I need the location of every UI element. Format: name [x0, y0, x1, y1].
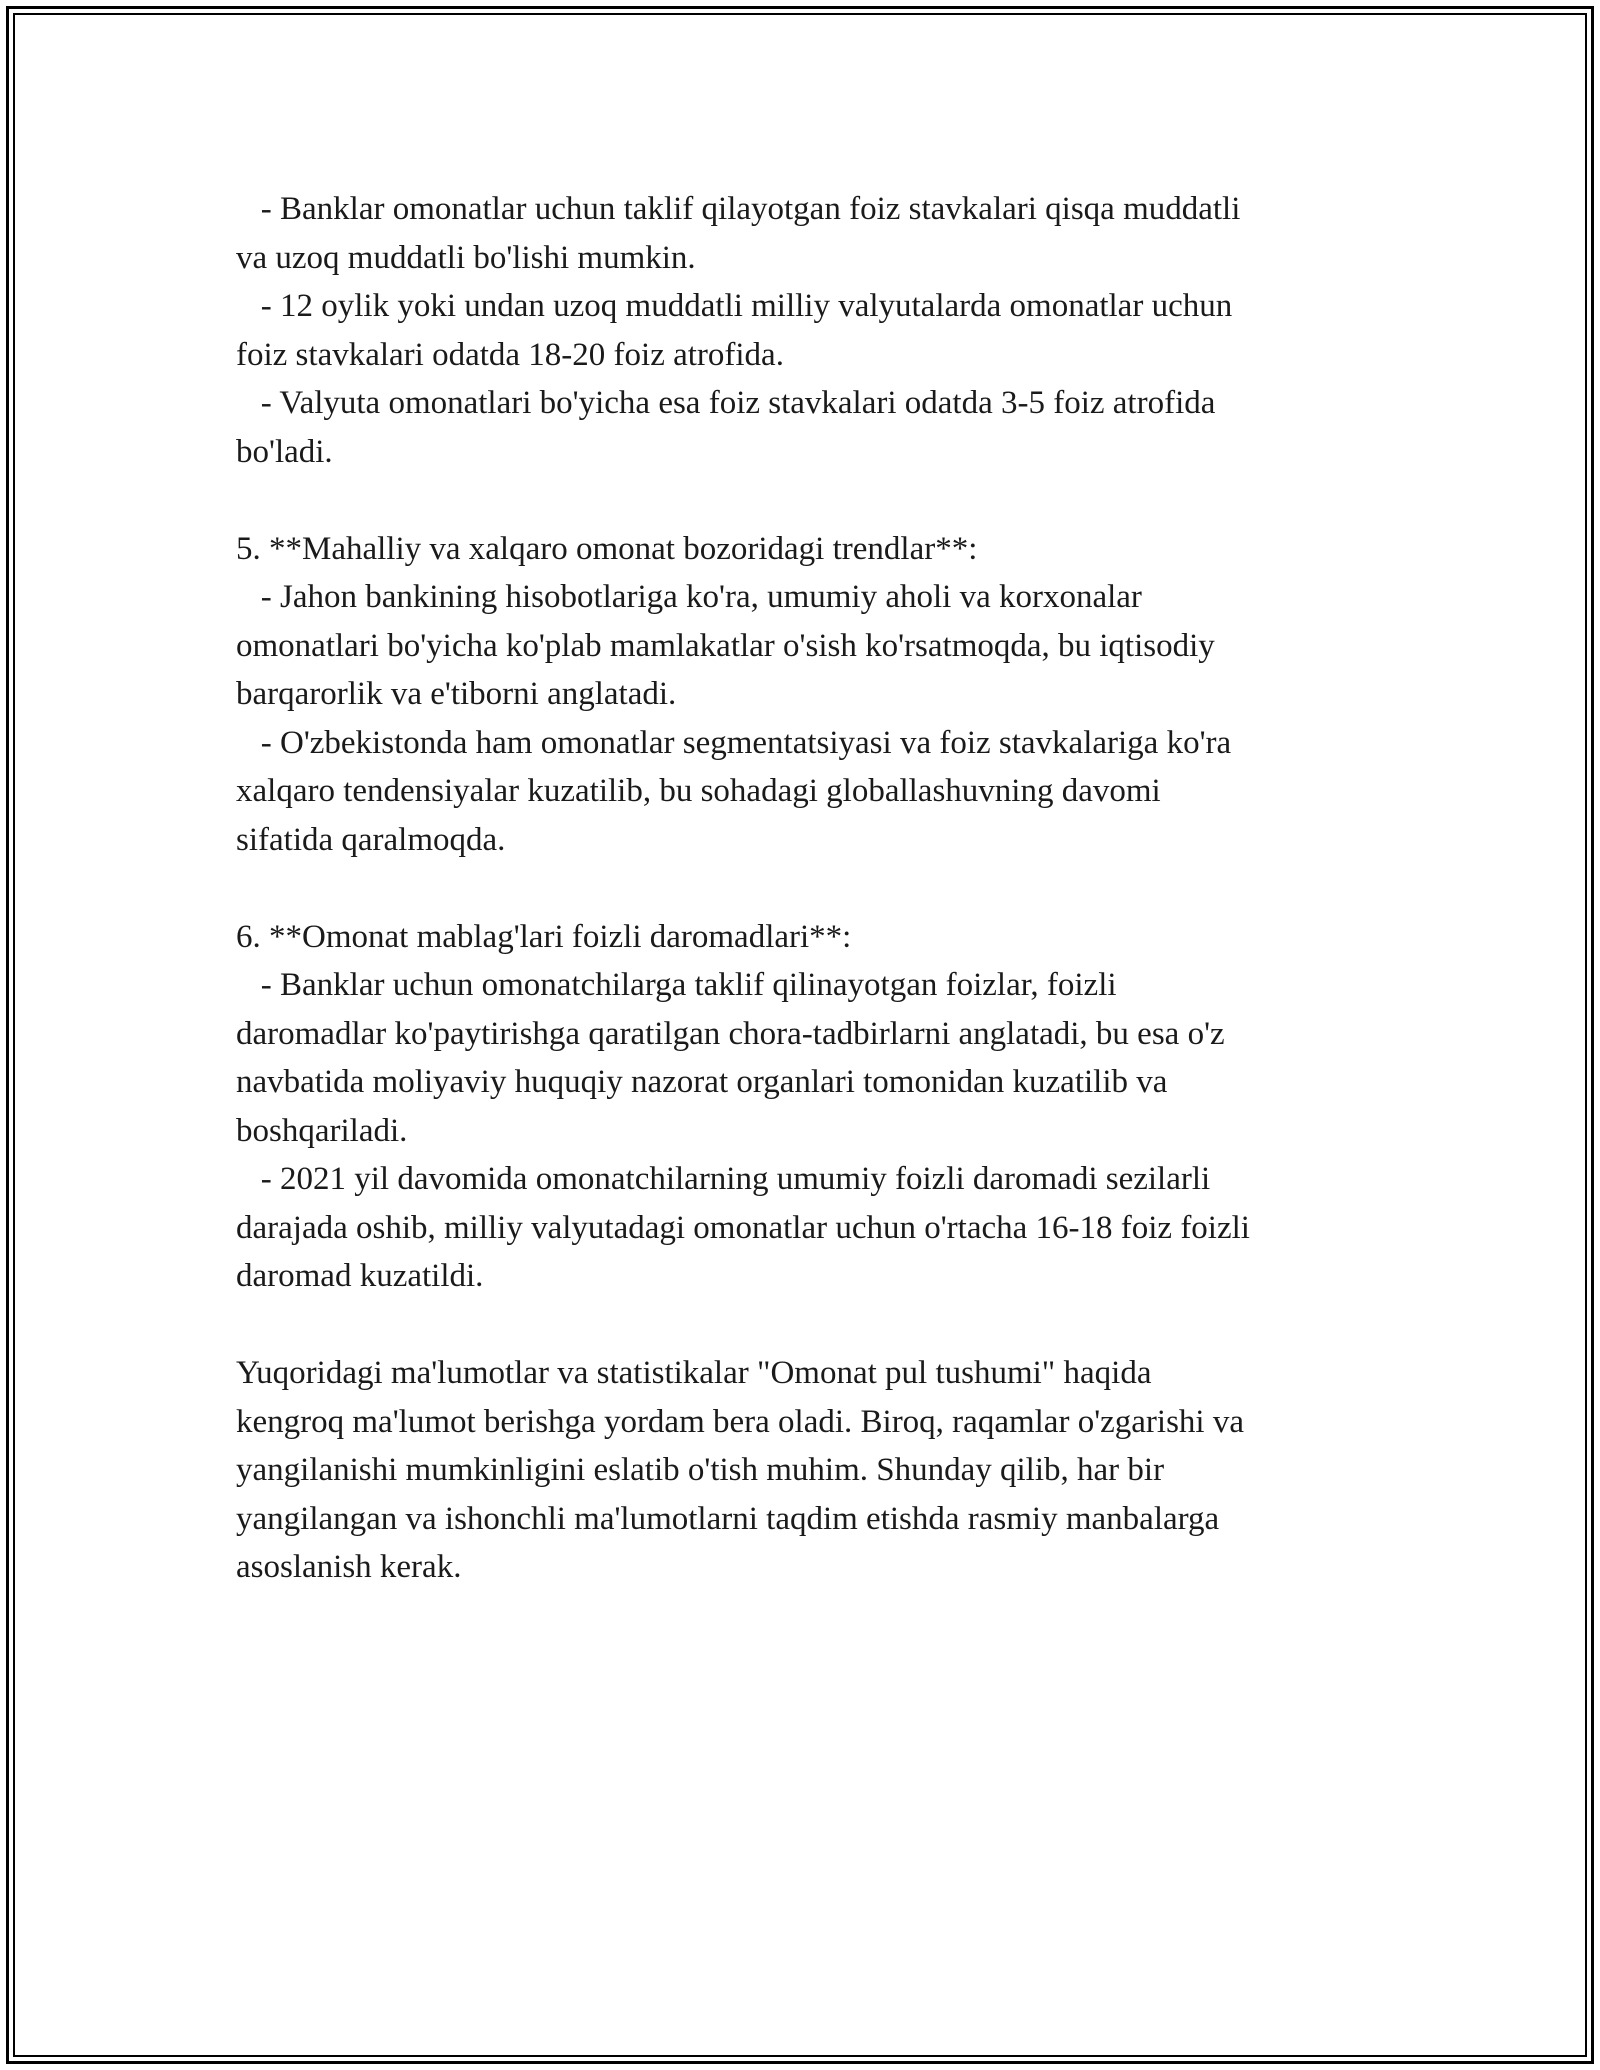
text-line: - O'zbekistonda ham omonatlar segmentatsiyasi va foiz stavkalariga ko'ra: [236, 724, 1232, 761]
conclusion-line: yangilangan va ishonchli ma'lumotlarni taqdim etishda rasmiy manbalarga: [236, 1500, 1220, 1537]
text-line: - Jahon bankining hisobotlariga ko'ra, umumiy aholi va korxonalar: [236, 579, 1142, 615]
paragraph-gap: [236, 476, 1386, 525]
document-body: [236, 185, 1386, 1592]
text-line: boshqariladi.: [236, 1112, 408, 1149]
text-line: xalqaro tendensiyalar kuzatilib, bu sohadagi globallashuvning davomi: [236, 773, 1161, 809]
section-heading: 6. **Omonat mablag'lari foizli daromadlari**:: [236, 918, 852, 955]
text-line: foiz stavkalari odatda 18-20 foiz atrofida.: [236, 336, 784, 373]
text-line: - 12 oylik yoki undan uzoq muddatli milliy valyutalarda omonatlar uchun: [236, 288, 1233, 324]
paragraph-gap: [236, 864, 1386, 913]
conclusion-line: Yuqoridagi ma'lumotlar va statistikalar "Omonat pul tushumi" haqida: [236, 1355, 1152, 1391]
conclusion-line: yangilanishi mumkinligini eslatib o'tish muhim. Shunday qilib, har bir: [236, 1452, 1165, 1488]
text-line: - 2021 yil davomida omonatchilarning umumiy foizli daromadi sezilarli: [236, 1161, 1211, 1197]
text-line: daromadlar ko'paytirishga qaratilgan chora-tadbirlarni anglatadi, bu esa o'z: [236, 1015, 1225, 1052]
text-line: - Valyuta omonatlari bo'yicha esa foiz stavkalari odatda 3-5 foiz atrofida: [236, 385, 1216, 421]
text-line: bo'ladi.: [236, 433, 333, 470]
text-line: barqarorlik va e'tiborni anglatadi.: [236, 676, 677, 712]
text-line: - Banklar omonatlar uchun taklif qilayotgan foiz stavkalari qisqa muddatli: [236, 191, 1241, 227]
paragraph-gap: [236, 1301, 1386, 1350]
text-line: daromad kuzatildi.: [236, 1258, 484, 1294]
text-line: va uzoq muddatli bo'lishi mumkin.: [236, 239, 696, 276]
section-heading: 5. **Mahalliy va xalqaro omonat bozoridagi trendlar**:: [236, 530, 978, 567]
text-line: navbatida moliyaviy huquqiy nazorat organlari tomonidan kuzatilib va: [236, 1064, 1168, 1100]
conclusion-line: kengroq ma'lumot berishga yordam bera oladi. Biroq, raqamlar o'zgarishi va: [236, 1403, 1244, 1440]
text-line: darajada oshib, milliy valyutadagi omonatlar uchun o'rtacha 16-18 foiz foizli: [236, 1209, 1250, 1246]
text-line: omonatlari bo'yicha ko'plab mamlakatlar o'sish ko'rsatmoqda, bu iqtisodiy: [236, 627, 1215, 664]
text-line: - Banklar uchun omonatchilarga taklif qilinayotgan foizlar, foizli: [236, 967, 1117, 1003]
conclusion-line: asoslanish kerak.: [236, 1549, 462, 1585]
text-line: sifatida qaralmoqda.: [236, 821, 506, 858]
